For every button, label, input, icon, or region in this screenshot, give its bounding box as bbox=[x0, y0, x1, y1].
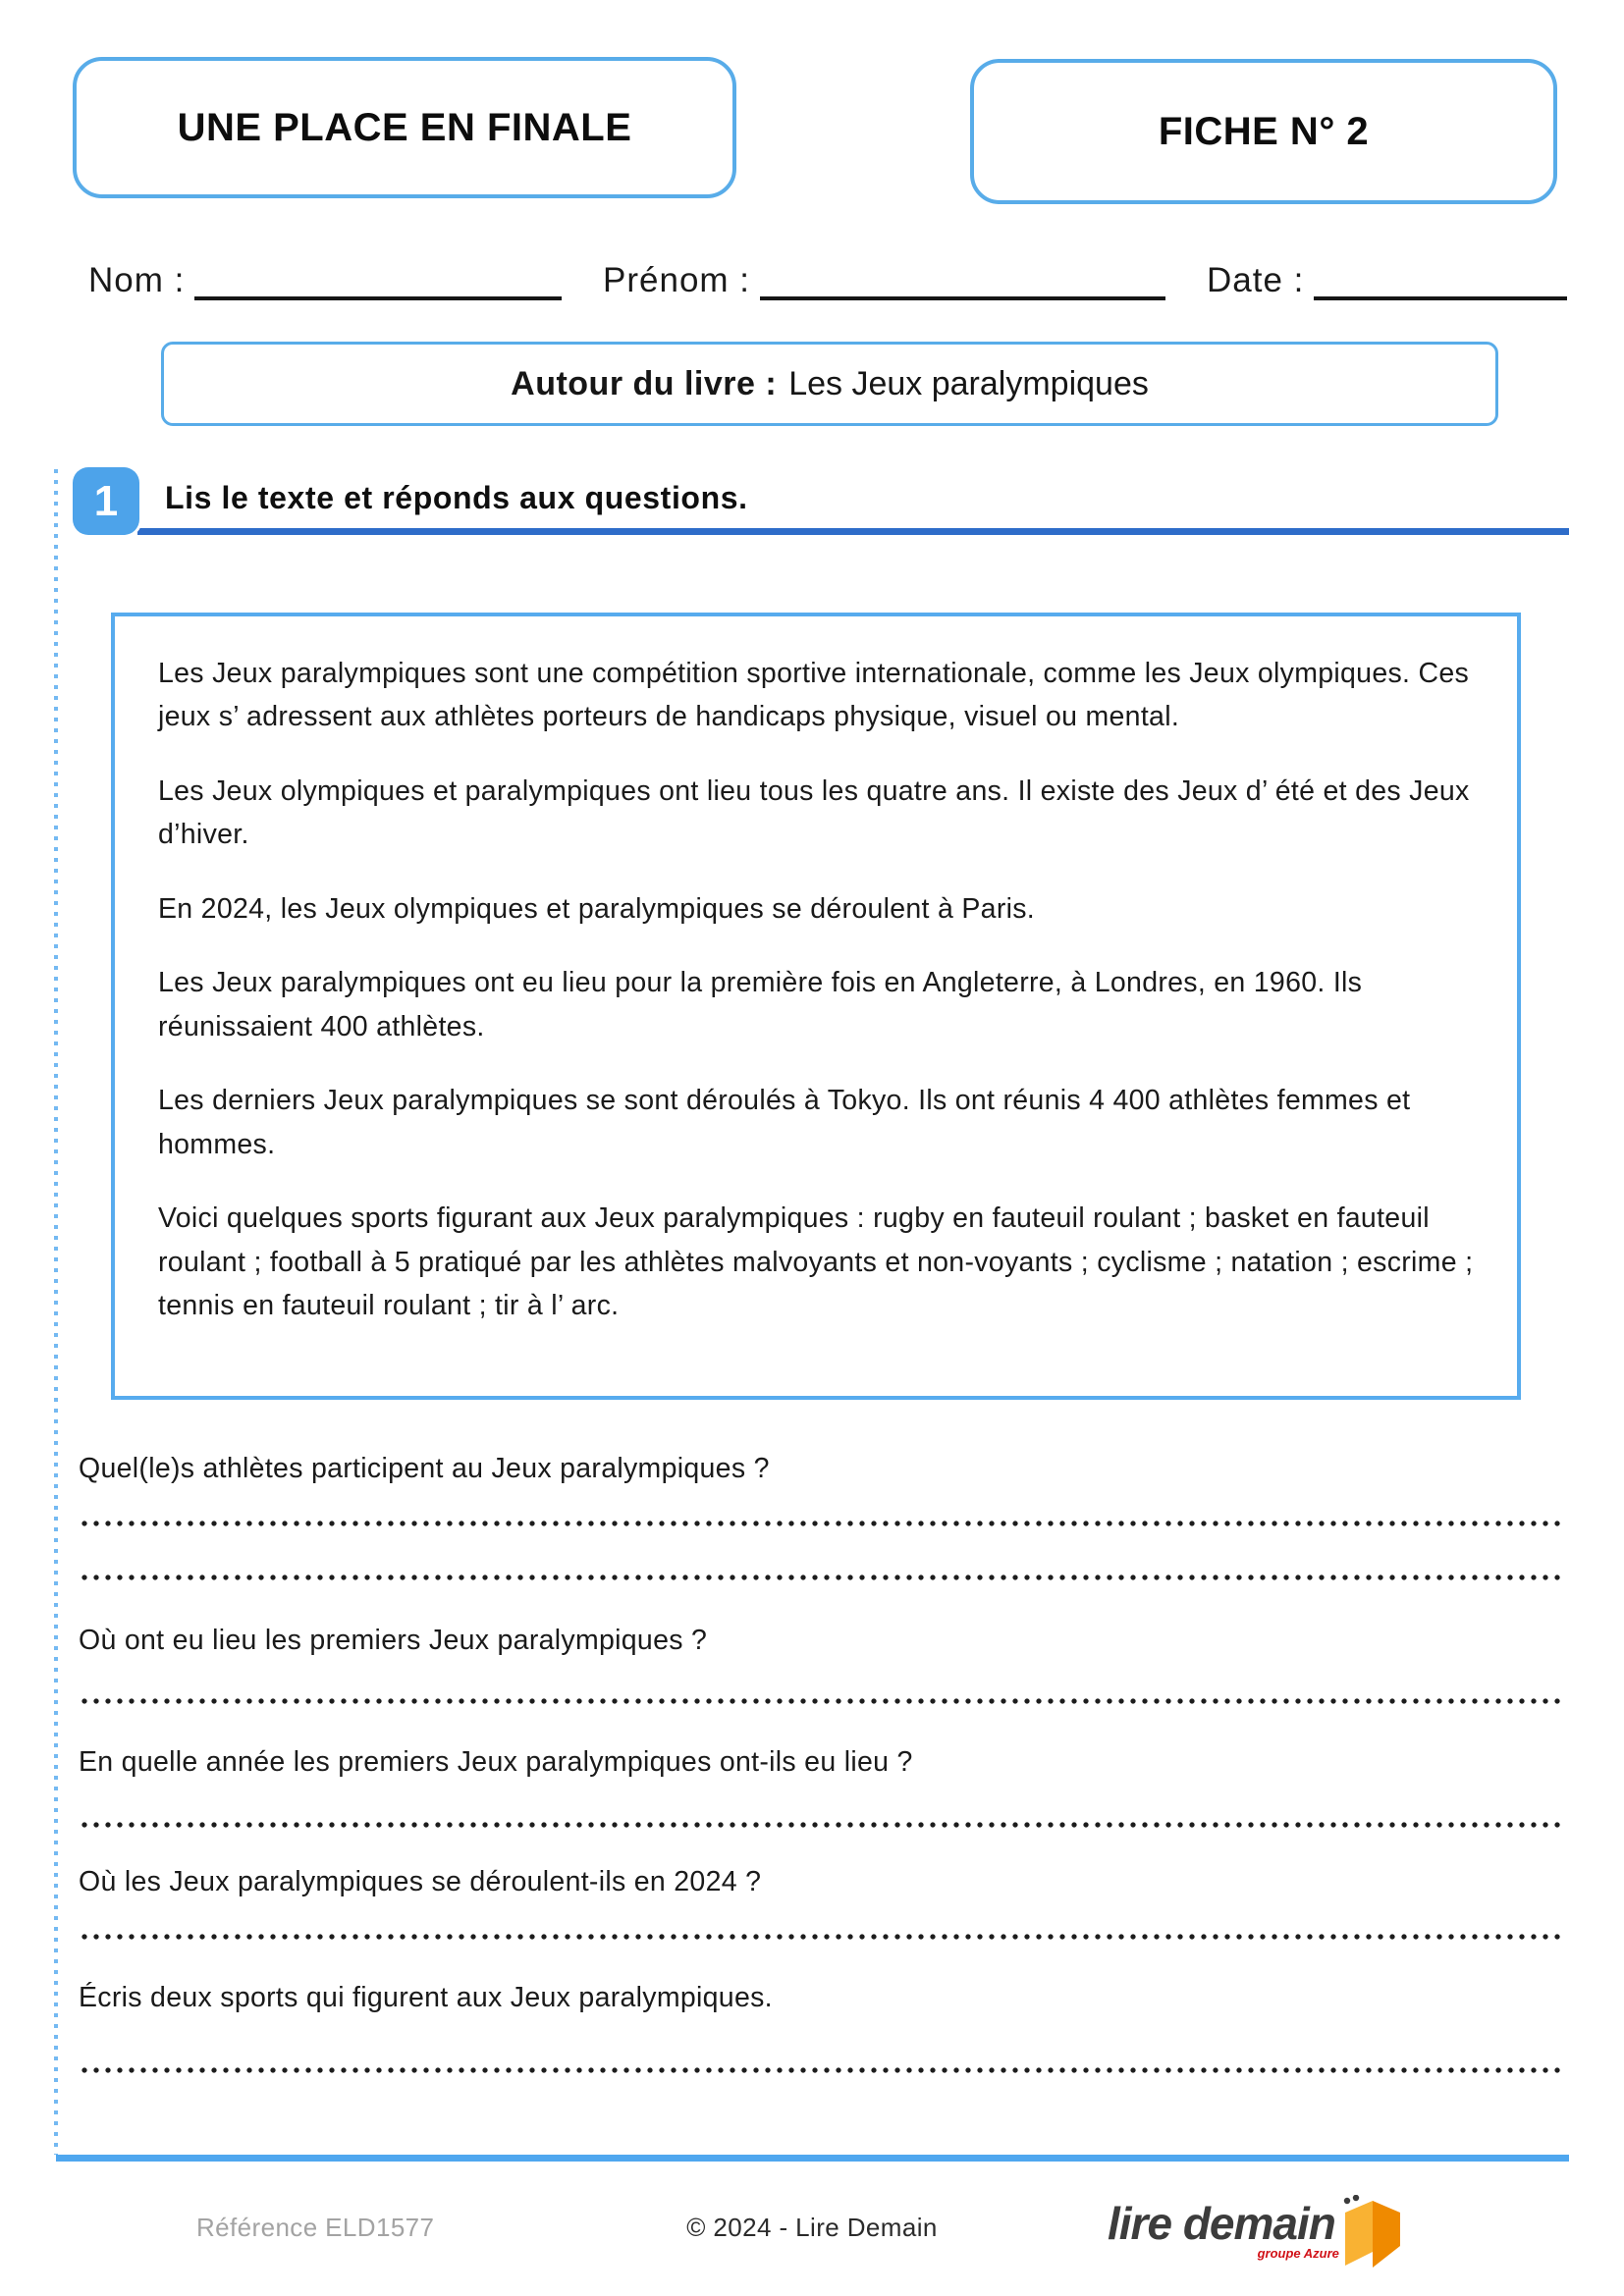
question-4-label: Où les Jeux paralympiques se déroulent-ils en 2024 ? bbox=[79, 1866, 762, 1897]
question-5-label: Écris deux sports qui figurent aux Jeux paralympiques. bbox=[79, 1982, 773, 2013]
nom-label: Nom : bbox=[88, 261, 186, 299]
worksheet-title-box bbox=[73, 57, 736, 198]
question-5-answer-line bbox=[79, 2066, 1563, 2074]
date-label: Date : bbox=[1207, 261, 1305, 299]
book-banner-title: Les Jeux paralympiques bbox=[788, 364, 1149, 402]
reading-paragraph: Les Jeux olympiques et paralympiques ont lieu tous les quatre ans. Il existe des Jeux d’ été et des Jeux d’hiver. bbox=[158, 774, 1470, 851]
reading-paragraph: Les derniers Jeux paralympiques se sont déroulés à Tokyo. Ils ont réunis 4 400 athlètes femmes et hommes. bbox=[158, 1085, 1411, 1160]
date-write-line bbox=[1314, 259, 1567, 300]
exercise-underline-rule bbox=[137, 528, 1569, 535]
left-margin-dotted-guide bbox=[54, 469, 58, 2155]
footer-copyright: © 2024 - Lire Demain bbox=[686, 2213, 938, 2242]
exercise-number-badge: 1 bbox=[73, 467, 139, 535]
open-book-icon bbox=[1341, 2195, 1404, 2274]
exercise-instruction: Lis le texte et réponds aux questions. bbox=[165, 480, 748, 515]
footer bbox=[0, 2199, 1624, 2287]
question-1-label: Quel(le)s athlètes participent au Jeux paralympiques ? bbox=[79, 1453, 770, 1484]
question-1-answer-line-2 bbox=[79, 1574, 1563, 1581]
question-2-answer-line bbox=[79, 1697, 1563, 1705]
reading-paragraph: Voici quelques sports figurant aux Jeux paralympiques : rugby en fauteuil roulant ; basket en fauteuil roulant ; football à 5 pratiqué par les athlètes malvoyants et non-voyants ; cyclisme ; natation ; escrime ; tennis en fauteuil roulant ; tir à l’ arc. bbox=[158, 1202, 1474, 1321]
question-1-answer-line-1 bbox=[79, 1520, 1563, 1527]
prenom-label: Prénom : bbox=[603, 261, 751, 299]
identity-row bbox=[88, 251, 1567, 300]
publisher-logo-text-wrap bbox=[1108, 2198, 1339, 2261]
worksheet-title: UNE PLACE EN FINALE bbox=[177, 105, 632, 149]
question-2-label: Où ont eu lieu les premiers Jeux paralympiques ? bbox=[79, 1625, 708, 1656]
question-3-label: En quelle année les premiers Jeux paralympiques ont-ils eu lieu ? bbox=[79, 1746, 913, 1778]
publisher-logo-subtext: groupe Azure bbox=[1257, 2245, 1339, 2261]
publisher-logo-text: lire demain bbox=[1108, 2198, 1335, 2249]
book-banner-label: Autour du livre : bbox=[511, 364, 778, 402]
footer-divider-rule bbox=[56, 2155, 1569, 2162]
publisher-logo bbox=[1108, 2199, 1404, 2274]
fiche-number-box bbox=[970, 59, 1557, 204]
question-3-answer-line bbox=[79, 1821, 1563, 1829]
reading-text-box bbox=[111, 613, 1521, 1400]
reading-paragraph: En 2024, les Jeux olympiques et paralympiques se déroulent à Paris. bbox=[158, 892, 1036, 925]
footer-reference: Référence ELD1577 bbox=[196, 2213, 435, 2242]
fiche-number: FICHE N° 2 bbox=[1158, 109, 1370, 153]
reading-paragraph: Les Jeux paralympiques ont eu lieu pour la première fois en Angleterre, à Londres, en 1960. Ils réunissaient 400 athlètes. bbox=[158, 967, 1363, 1042]
reading-paragraph: Les Jeux paralympiques sont une compétition sportive internationale, comme les Jeux olympiques. Ces jeux s’ adressent aux athlètes porteurs de handicaps physique, visuel ou mental. bbox=[158, 658, 1470, 733]
questions-section bbox=[79, 1451, 1563, 2074]
book-banner bbox=[161, 342, 1498, 426]
nom-write-line bbox=[194, 259, 562, 300]
prenom-write-line bbox=[760, 259, 1165, 300]
question-4-answer-line bbox=[79, 1933, 1563, 1941]
